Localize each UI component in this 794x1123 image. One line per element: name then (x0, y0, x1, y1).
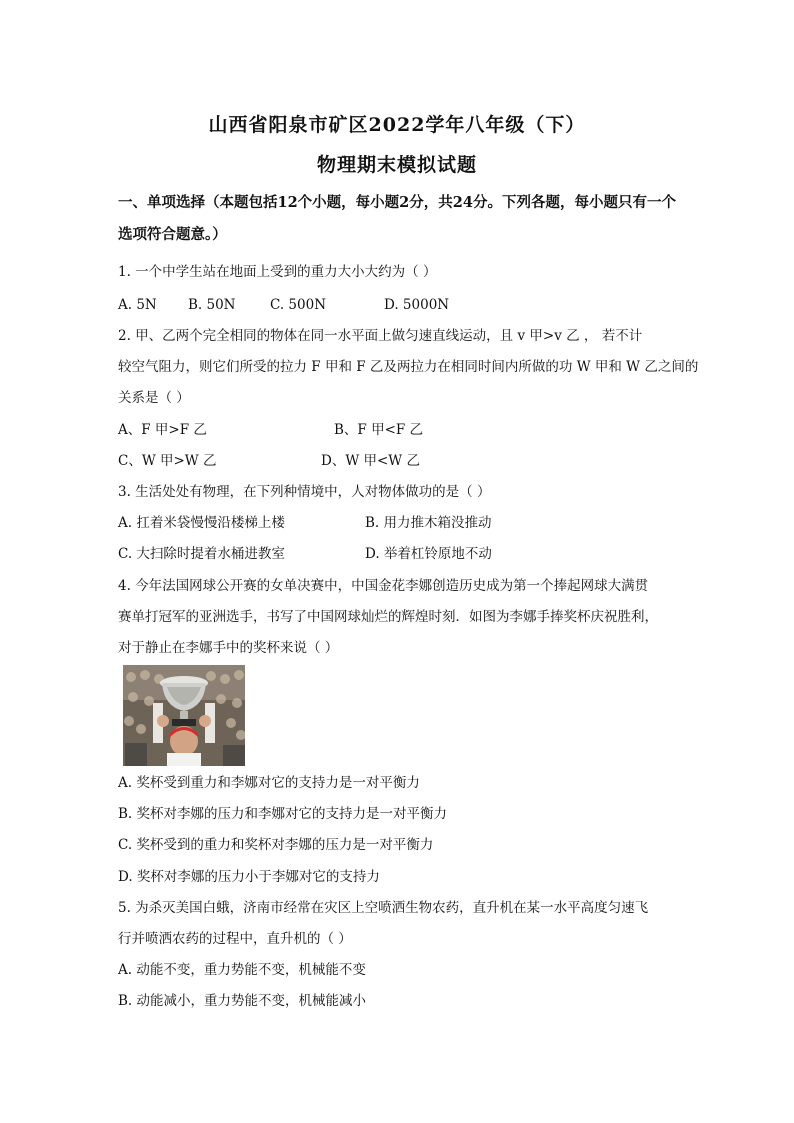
question-1-option-d: D. 5000N (384, 297, 450, 313)
question-4-stem-cont: 赛单打冠军的亚洲选手，书写了中国网球灿烂的辉煌时刻．如图为李娜手捧奖杯庆祝胜利， (118, 609, 658, 625)
question-5-option-a: A. 动能不变，重力势能不变，机械能不变 (118, 962, 366, 978)
question-2-stem-cont: 较空气阻力，则它们所受的拉力 F 甲和 F 乙及两拉力在相同时间内所做的功 W 甲和 W 乙之间的 (118, 359, 699, 375)
question-5-option-b: B. 动能减小，重力势能不变，机械能减小 (118, 993, 367, 1009)
question-4-stem-end: 对于静止在李娜手中的奖杯来说（ ） (118, 640, 339, 656)
question-1-option-a: A. 5N (118, 297, 157, 313)
trophy-photo (123, 665, 245, 766)
question-3-option-d: D. 举着杠铃原地不动 (365, 546, 492, 562)
question-4-option-d: D. 奖杯对李娜的压力小于李娜对它的支持力 (118, 869, 380, 885)
question-2-option-a: A、F 甲>F 乙 (118, 422, 207, 438)
question-2-option-b: B、F 甲<F 乙 (334, 422, 424, 438)
question-1-stem: 1. 一个中学生站在地面上受到的重力大小大约为（ ） (118, 264, 437, 280)
question-3-option-c: C. 大扫除时提着水桶进教室 (118, 546, 285, 562)
section-heading: 一、单项选择（本题包括12个小题，每小题2分，共24分。下列各题，每小题只有一个 (118, 194, 676, 211)
question-3-option-b: B. 用力推木箱没推动 (365, 515, 492, 531)
page-title: 山西省阳泉市矿区2022学年八年级（下） (208, 114, 586, 136)
page-subtitle: 物理期末模拟试题 (316, 154, 477, 176)
question-4-option-b: B. 奖杯对李娜的压力和李娜对它的支持力是一对平衡力 (118, 806, 448, 822)
question-5-stem: 5. 为杀灭美国白蛾，济南市经常在灾区上空喷洒生物农药，直升机在某一水平高度匀速飞 (118, 900, 649, 916)
question-4-stem: 4. 今年法国网球公开赛的女单决赛中，中国金花李娜创造历史成为第一个捧起网球大满贯 (118, 578, 649, 594)
question-2-option-d: D、W 甲<W 乙 (321, 453, 420, 469)
question-4-option-c: C. 奖杯受到的重力和奖杯对李娜的压力是一对平衡力 (118, 837, 434, 853)
question-3-stem: 3. 生活处处有物理，在下列种情境中，人对物体做功的是（ ） (118, 484, 491, 500)
question-2-stem: 2. 甲、乙两个完全相同的物体在同一水平面上做匀速直线运动，且 v 甲>v 乙 ， 若不计 (118, 328, 643, 344)
section-heading-cont: 选项符合题意。） (118, 226, 227, 243)
question-4-option-a: A. 奖杯受到重力和李娜对它的支持力是一对平衡力 (118, 775, 420, 791)
question-3-option-a: A. 扛着米袋慢慢沿楼梯上楼 (118, 515, 285, 531)
trophy-photo-illustration (123, 665, 245, 766)
question-2-option-c: C、W 甲>W 乙 (118, 453, 217, 469)
question-5-stem-cont: 行并喷洒农药的过程中，直升机的（ ） (118, 931, 352, 947)
question-1-option-b: B. 50N (188, 297, 236, 313)
question-1-option-c: C. 500N (270, 297, 327, 313)
question-2-stem-end: 关系是（ ） (118, 390, 190, 406)
